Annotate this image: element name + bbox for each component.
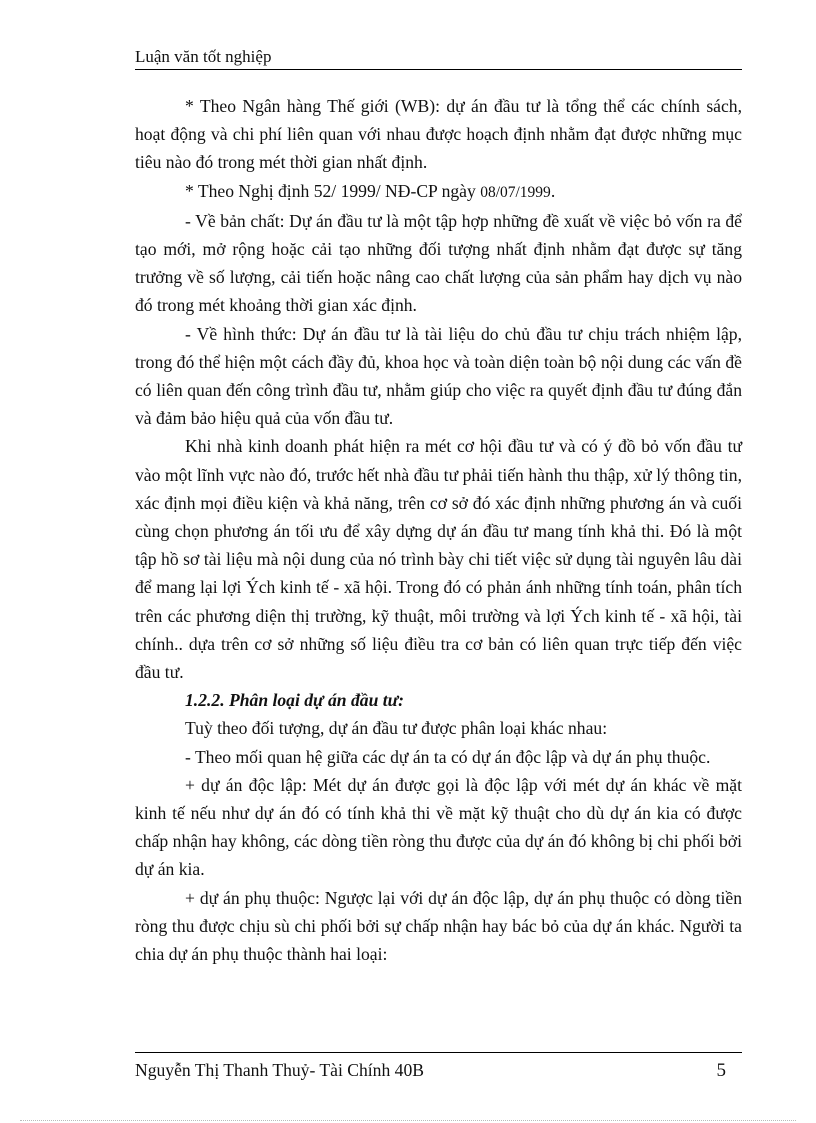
decree-date: 08/07/1999 [480,183,551,201]
document-body [135,92,742,968]
page-number: 5 [716,1060,726,1081]
paragraph-wb-definition: * Theo Ngân hàng Thế giới (WB): dự án đầu tư là tổng thể các chính sách, hoạt động và chi phí liên quan với nhau được hoạch định nhằm đạt được những mục tiêu nào đó trong mét thời gian nhất định. [135,96,742,173]
header-title: Luận văn tốt nghiệp [135,47,272,66]
page-header [135,46,742,70]
decree-period: . [550,180,556,201]
paragraph-relationship: - Theo mối quan hệ giữa các dự án ta có dự án độc lập và dự án phụ thuộc. [185,746,711,767]
paragraph-investor: Khi nhà kinh doanh phát hiện ra mét cơ hội đầu tư và có ý đồ bỏ vốn đầu tư vào một lĩnh vực nào đó, trước hết nhà đầu tư phải tiến hành thu thập, xử lý thông tin, xác định mọi điều kiện và khả năng, trên cơ sở đó xác định những phương án và cuối cùng chọn phương án tối ưu để xây dựng dự án đầu tư mang tính khả thi. Đó là một tập hồ sơ tài liệu mà nội dung của nó trình bày chi tiết việc sử dụng tài nguyên lâu dài để mang lại lợi Ých kinh tế - xã hội. Trong đó có phản ánh những tính toán, phân tích trên các phương diện thị trường, kỹ thuật, môi trường và lợi Ých kinh tế - xã hội, tài chính.. dựa trên cơ sở những số liệu điều tra cơ bản có liên quan trực tiếp đến việc đầu tư. [135,436,742,683]
paragraph-decree [135,177,742,207]
paragraph-independent: + dự án độc lập: Mét dự án được gọi là độc lập với mét dự án khác về mặt kinh tế nếu như dự án đó có tính khả thi về mặt kỹ thuật cho dù dự án kia có được chấp nhận hay không, các dòng tiền ròng thu được của dự án đó không bị chi phối bởi dự án kia. [135,774,742,880]
paragraph-classification: Tuỳ theo đối tượng, dự án đầu tư được phân loại khác nhau: [185,718,608,739]
section-heading: 1.2.2. Phân loại dự án đầu tư: [185,690,405,711]
page-edge-divider [20,1120,796,1121]
paragraph-nature: - Về bản chất: Dự án đầu tư là một tập hợp những đề xuất về việc bỏ vốn ra để tạo mới, mở rộng hoặc cải tạo những đối tượng nhất định nhằm đạt được sự tăng trưởng về số lượng, cải tiến hoặc nâng cao chất lượng của sản phẩm hay dịch vụ nào đó trong mét khoảng thời gian xác định. [135,210,742,316]
footer-author: Nguyễn Thị Thanh Thuỷ- Tài Chính 40B [135,1060,424,1080]
paragraph-dependent: + dự án phụ thuộc: Ngược lại với dự án độc lập, dự án phụ thuộc có dòng tiền ròng thu được chịu sù chi phối bởi sự chấp nhận hay bác bỏ của dự án khác. Người ta chia dự án phụ thuộc thành hai loại: [135,887,742,965]
decree-text: * Theo Nghị định 52/ 1999/ NĐ-CP ngày [185,180,476,201]
page-footer [135,1052,742,1084]
paragraph-form: - Về hình thức: Dự án đầu tư là tài liệu do chủ đầu tư chịu trách nhiệm lập, trong đó thể hiện một cách đầy đủ, khoa học và toàn diện toàn bộ nội dung các vấn đề có liên quan đến công trình đầu tư, nhằm giúp cho việc ra quyết định đầu tư đúng đắn và đảm bảo hiệu quả của vốn đầu tư. [135,323,742,429]
